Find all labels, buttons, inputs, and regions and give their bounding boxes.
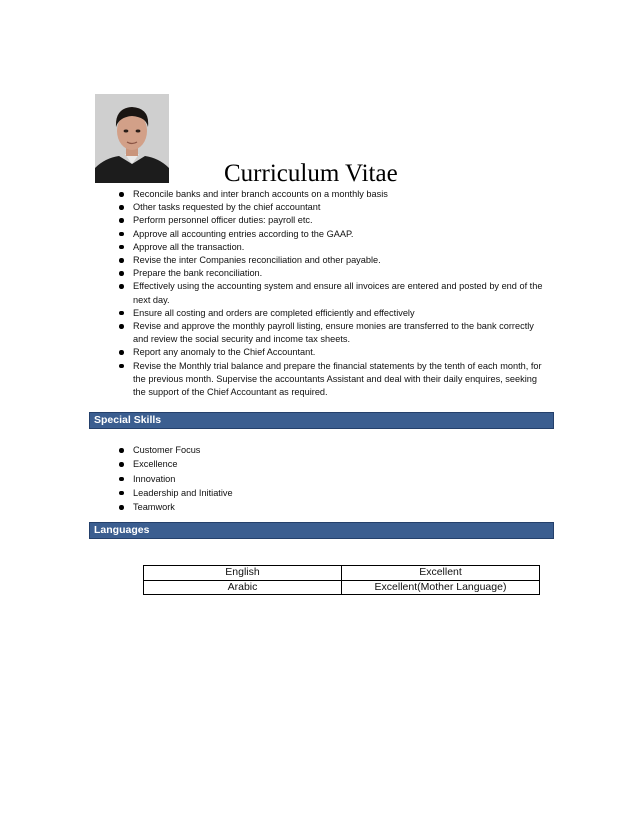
table-row bbox=[144, 580, 540, 595]
list-item: Innovation bbox=[119, 473, 419, 486]
list-item: Revise the inter Companies reconciliation and other payable. bbox=[119, 254, 551, 267]
level-cell: Excellent(Mother Language) bbox=[342, 580, 540, 595]
special-skills-heading: Special Skills bbox=[89, 412, 554, 429]
list-item: Revise the Monthly trial balance and prepare the financial statements by the tenth of each month, for the previous month. Supervise the accountants Assistant and deal with their daily enquires, seeking the support of the Chief Accountant as required. bbox=[119, 360, 551, 400]
list-item: Leadership and Initiative bbox=[119, 487, 419, 500]
table-row bbox=[144, 566, 540, 581]
list-item: Other tasks requested by the chief accountant bbox=[119, 201, 551, 214]
list-item: Report any anomaly to the Chief Accountant. bbox=[119, 346, 551, 359]
list-item: Excellence bbox=[119, 458, 419, 471]
language-cell: English bbox=[144, 566, 342, 581]
list-item: Approve all accounting entries according to the GAAP. bbox=[119, 228, 551, 241]
list-item: Perform personnel officer duties: payroll etc. bbox=[119, 214, 551, 227]
list-item: Reconcile banks and inter branch accounts on a monthly basis bbox=[119, 188, 551, 201]
list-item: Teamwork bbox=[119, 501, 419, 514]
duties-list bbox=[119, 188, 551, 399]
list-item: Approve all the transaction. bbox=[119, 241, 551, 254]
language-cell: Arabic bbox=[144, 580, 342, 595]
profile-photo bbox=[95, 94, 169, 183]
list-item: Revise and approve the monthly payroll listing, ensure monies are transferred to the bank correctly and review the social security and income tax sheets. bbox=[119, 320, 551, 346]
page-title: Curriculum Vitae bbox=[224, 160, 398, 187]
languages-heading: Languages bbox=[89, 522, 554, 539]
list-item: Prepare the bank reconciliation. bbox=[119, 267, 551, 280]
person-portrait-icon bbox=[95, 94, 169, 183]
list-item: Effectively using the accounting system and ensure all invoices are entered and posted by end of the next day. bbox=[119, 280, 551, 306]
skills-list bbox=[119, 444, 419, 515]
list-item: Ensure all costing and orders are completed efficiently and effectively bbox=[119, 307, 551, 320]
languages-table bbox=[143, 565, 540, 595]
level-cell: Excellent bbox=[342, 566, 540, 581]
list-item: Customer Focus bbox=[119, 444, 419, 457]
